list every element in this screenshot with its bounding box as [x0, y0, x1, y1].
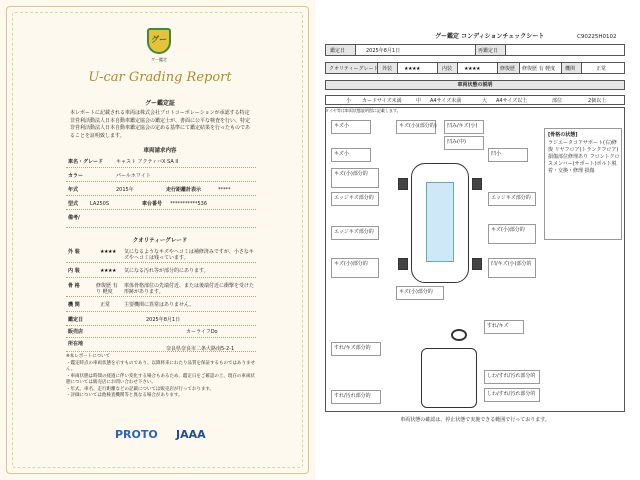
wheel-front-left: [398, 178, 408, 190]
wheel-rear-right: [472, 258, 482, 270]
quality-interior-row: 内 装 ★★★★ 気になる汚れ等が部分的にあります。: [66, 265, 256, 278]
sheet-id: C90225H0102: [577, 34, 617, 40]
callout-box: 凹小: [488, 148, 528, 162]
date-table: 鑑定日 2025年8月1日 再鑑定日: [325, 44, 625, 56]
callout-box: エッジキズ部分的: [331, 192, 379, 206]
grading-date-row: 鑑定日 2025年8月1日: [66, 314, 256, 326]
car-interior-view: [421, 348, 477, 408]
sheet-footer: 車両状態の確認は、停止状態で実施できる範囲で行っております。: [400, 417, 550, 423]
callout-box: キズ(小)部分的: [331, 168, 379, 188]
badge-subtitle: グー鑑定: [151, 57, 167, 62]
shop-row: 販売店 カーライフDo: [66, 326, 256, 338]
car-top-view: [411, 163, 469, 283]
interior-callout: しわ/すれ/汚れ部分的: [484, 370, 540, 384]
vehicle-model-row: 型式 LA250S 車台番号 ***********536: [66, 198, 256, 210]
callout-box: 凹/キズ(小)部分的: [488, 258, 536, 278]
steering-wheel-icon: [451, 329, 467, 341]
wheel-rear-left: [398, 258, 408, 270]
proto-logo: PROTO: [115, 428, 158, 441]
callout-box: キズ小: [331, 148, 371, 162]
vehicle-color-row: カラー パールホワイト: [66, 170, 256, 182]
vehicle-year-row: 年式 2015年 走行距離計表示 *****: [66, 184, 256, 196]
interior-callout: しわ/すれ/汚れ部分的: [484, 388, 540, 402]
size-legend: 小 カードサイズ未満 中 A4サイズ未満 大 A4サイズ以上 部位 2個以上: [325, 95, 625, 105]
interior-callout: すれ/キズ: [484, 320, 524, 334]
interior-callout: すれ/キズ部分的: [331, 342, 381, 356]
callout-box: キズ(小)部分的: [488, 224, 536, 244]
callout-box: キズ小: [331, 120, 371, 134]
interior-callout: すれ/汚れ部分的: [331, 390, 381, 404]
report-title: U-car Grading Report: [88, 70, 232, 85]
callout-box: キズ(小)部分的: [396, 286, 444, 300]
goo-badge-icon: グー: [147, 28, 171, 54]
report-notes: ※本レポートについて ・鑑定時点の車両状態を示すものであり、以降将来にわたり品質を保証するものではありません。 ・車両状態は時間の経過に伴い変化する場合もあるため、鑑定日をご確認の上、現在の車両状態については販売店にお問い合わせ下さい。 ・年式、車名、走行距離などの記載については販売店が行っております。 ・評価については他検査機関等と異なる場合があります。: [66, 354, 255, 398]
quality-table: クオリティーグレード 外装 ★★★★ 内装 ★★★★ 修復歴 修復歴 有 軽度 機関 正常: [325, 62, 625, 74]
wheel-front-right: [472, 178, 482, 190]
callout-box: エッジキズ部分的: [488, 192, 536, 206]
callout-box: エッジキズ部分的: [331, 226, 379, 240]
vehicle-note-row: 備考/: [66, 212, 256, 228]
certificate-subtitle: グー鑑定証: [144, 100, 175, 107]
callout-box: キズ(小)(部分的): [396, 120, 436, 134]
description-header: 車両状態の説明: [325, 80, 625, 90]
tire-note: タイヤ等は車両状態説明図に記載します。: [325, 108, 401, 113]
sheet-title: グー鑑定 コンディションチェックシート: [435, 33, 545, 40]
vehicle-section-title: 車両請求内容: [143, 148, 177, 154]
callout-box: キズ(小)部分的: [331, 258, 379, 278]
quality-section-title: クオリティーグレード: [132, 238, 188, 244]
grading-certificate: [0, 0, 315, 480]
quality-exterior-row: 外 装 ★★★★ 気になるようなキズやヘコミは補修済みですが、小さなキズやヘコミは残っています。: [66, 246, 256, 263]
quality-frame-row: 骨 格 修復歴 有り 軽度 車体骨格部位の先端付近、または後端付近に衝撃を受けた形跡があります。: [66, 280, 256, 297]
intro-text: 本レポートに記載される車両は株式会社プロトコーポレーションが承認する特定非営利活動法人日本自動車鑑定協会の鑑定士が、書面に公平な検査を行い、特定非営利活動法人日本自動車鑑定協会の定める基準にて鑑定結果を行ったものであることを証明致します。: [70, 110, 251, 139]
callout-box: 凹み/キズ(小): [444, 120, 484, 134]
frame-status-box: [骨格の状態] ラジエータコアサポート(右)修復 リヤフロア(トランクフロア) 損傷部位修理あり フロントクロスメンバー(サポート)ボルト脱着・交換・修理 損傷: [544, 128, 622, 240]
quality-engine-row: 機 関 正常 主要機関に異常はありません。: [66, 299, 256, 312]
vehicle-name-row: 車名・グレード キャスト アクティバX SA II: [66, 156, 256, 168]
callout-box: 凹み(中): [444, 136, 484, 150]
address-row: 所在地 奈良県奈良市二条大路南5-2-1: [66, 338, 256, 352]
jaaa-logo: JAAA: [176, 428, 206, 441]
vehicle-diagram: [325, 107, 625, 412]
